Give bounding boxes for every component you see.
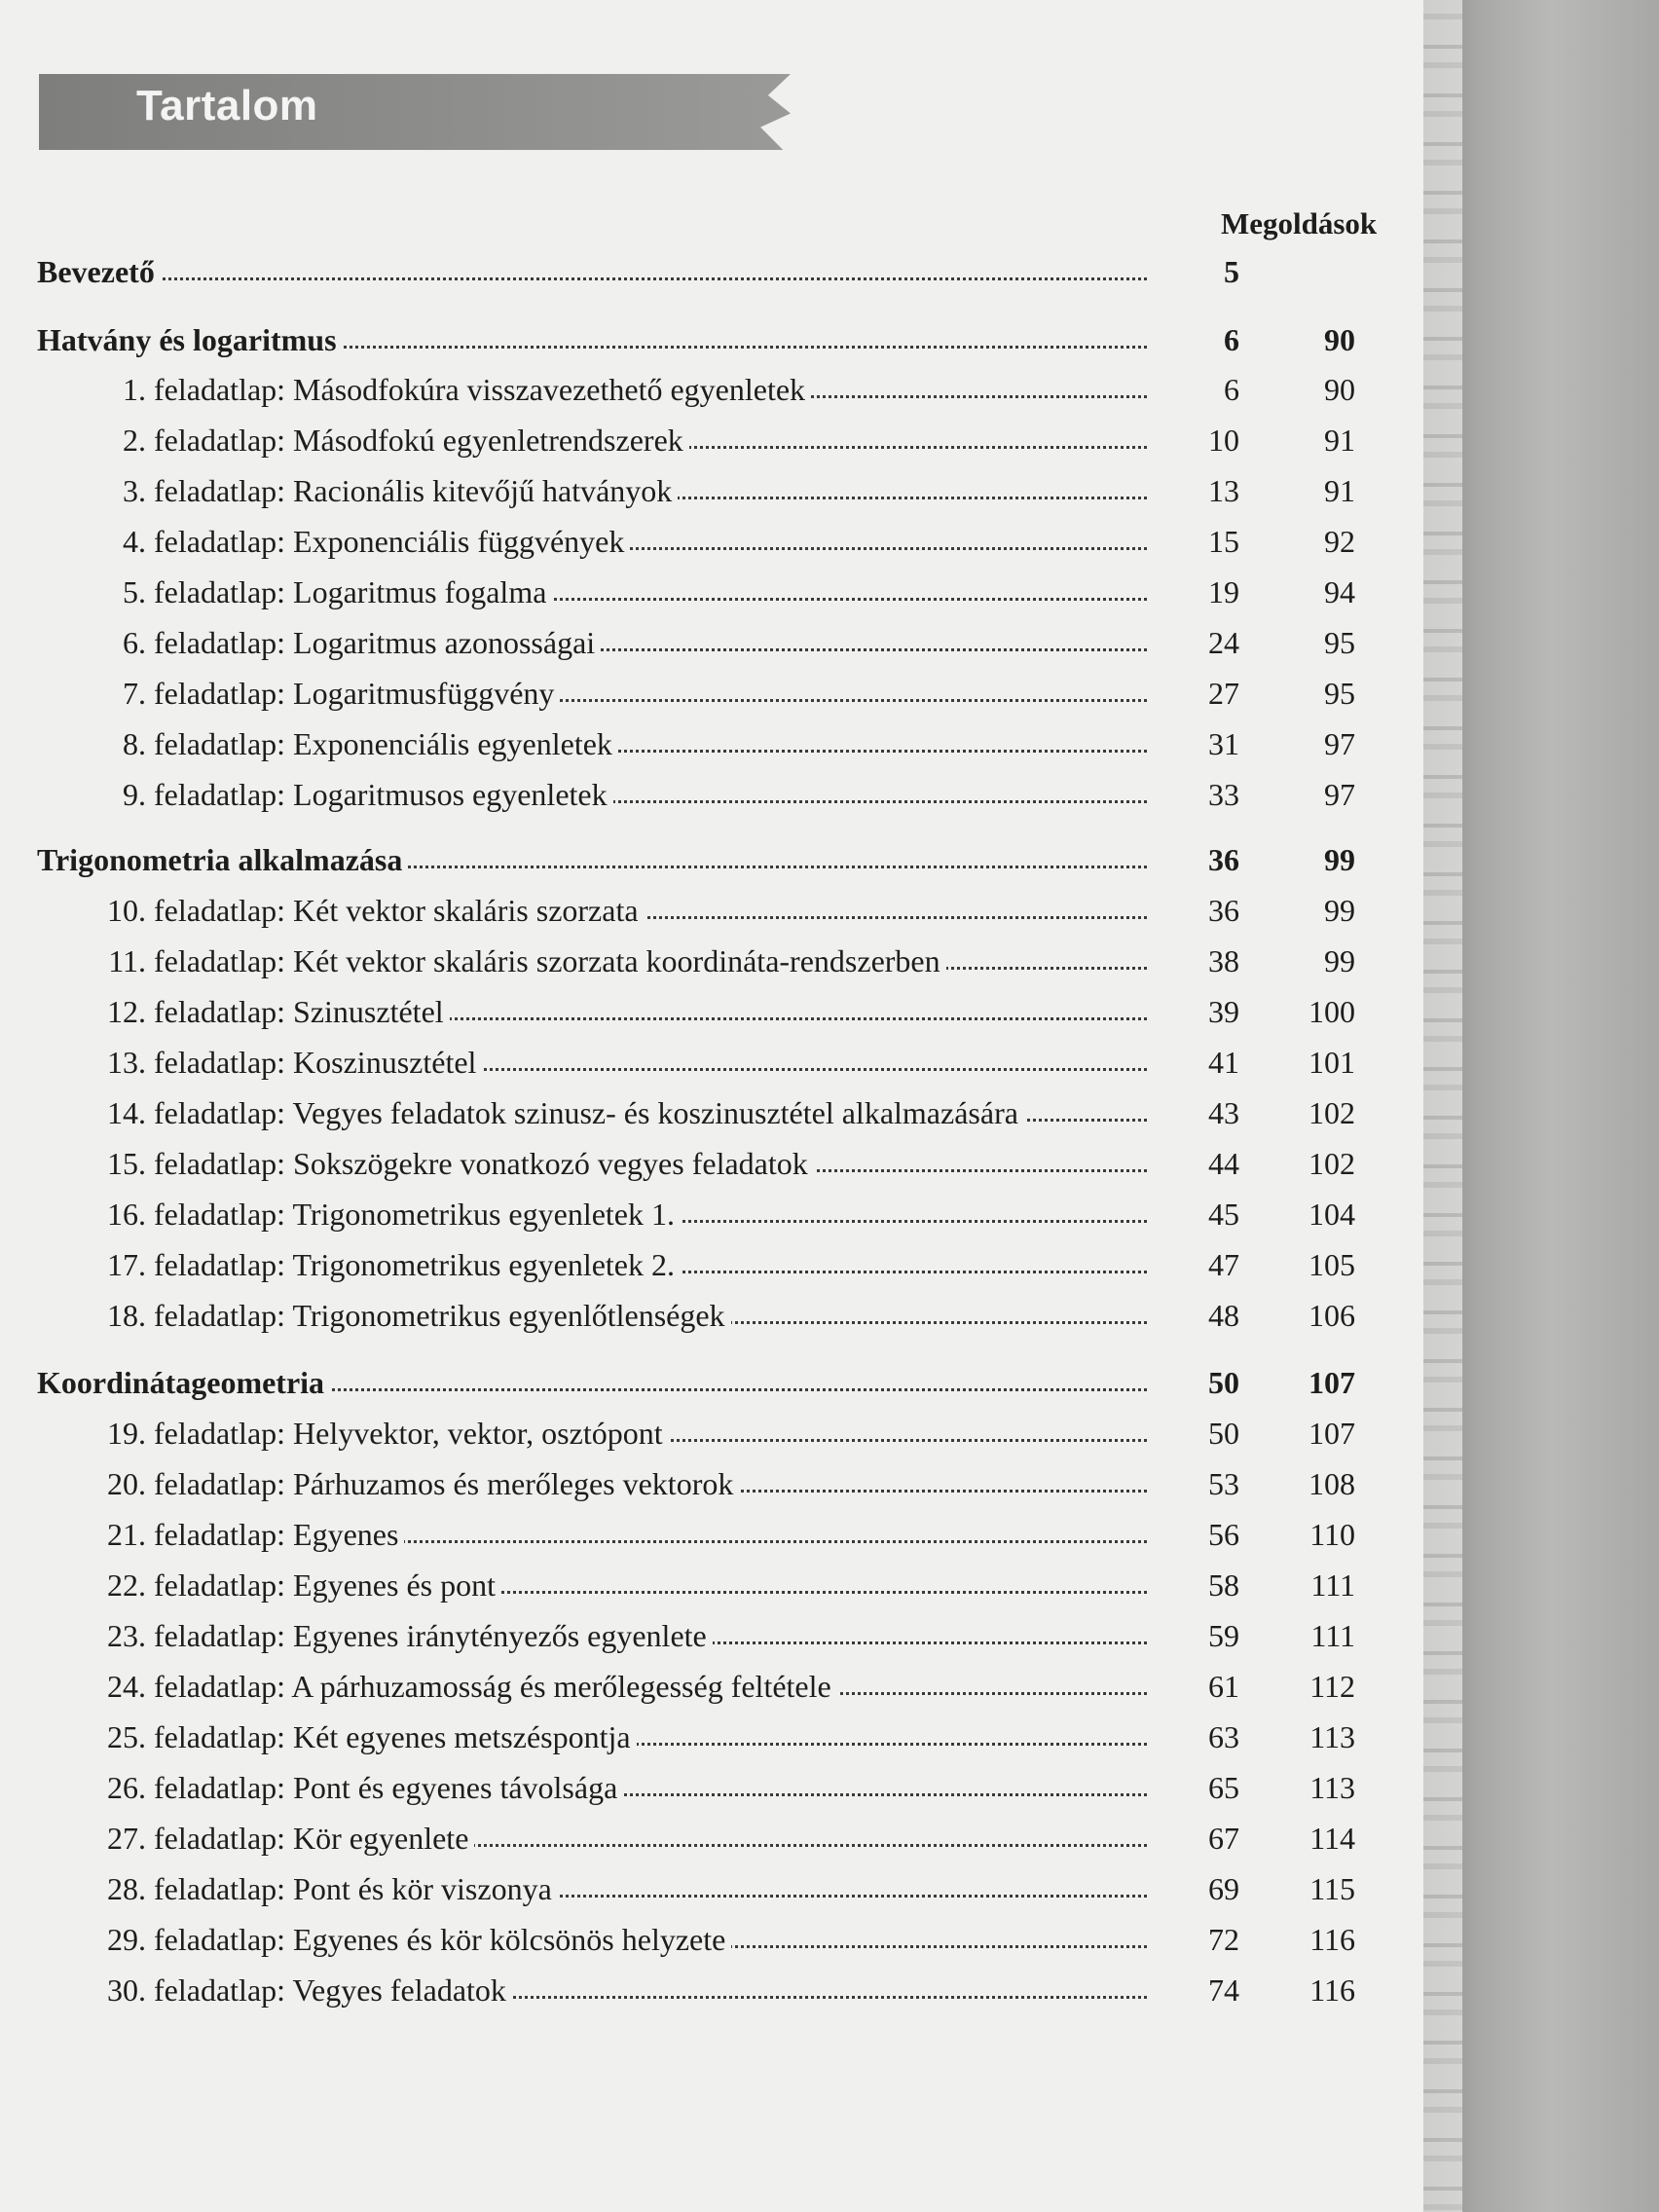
toc-section-row [0, 316, 1382, 363]
toc-item-row [0, 467, 1382, 514]
page-number: 36 [1149, 887, 1239, 934]
solution-page-number: 94 [1324, 574, 1355, 609]
item-title [92, 887, 645, 934]
toc-item-row [0, 771, 1382, 818]
solution-page-number: 107 [1309, 1416, 1355, 1451]
toc-item-row [0, 1140, 1382, 1187]
item-label: feladatlap: A párhuzamosság és merőlegesség feltétele [154, 1669, 831, 1704]
toc-item-row [0, 1410, 1382, 1456]
solution-page-number: 99 [1324, 943, 1355, 978]
item-label: feladatlap: Pont és kör viszonya [154, 1871, 552, 1906]
item-label: feladatlap: Szinusztétel [154, 994, 444, 1029]
solution-page-number: 102 [1309, 1146, 1355, 1181]
solution-page-number: 105 [1309, 1247, 1355, 1282]
solution-page-number: 113 [1309, 1719, 1355, 1754]
item-number: 24. [107, 1669, 146, 1704]
solution-page-number: 115 [1309, 1871, 1355, 1906]
item-title [92, 518, 630, 565]
toc-item-row [0, 1511, 1382, 1558]
solution-page-number: 97 [1324, 726, 1355, 761]
solution-page-number: 97 [1324, 777, 1355, 812]
toc-item-row [0, 1714, 1382, 1760]
page-number: 58 [1149, 1562, 1239, 1608]
solution-page-number: 91 [1324, 473, 1355, 508]
item-number: 5. [123, 574, 146, 609]
item-label: feladatlap: Vegyes feladatok [154, 1972, 506, 2008]
solution-page-number: 108 [1309, 1466, 1355, 1501]
item-label: feladatlap: Másodfokú egyenletrendszerek [154, 423, 683, 458]
item-label: feladatlap: Egyenes [154, 1517, 399, 1552]
item-title [92, 1967, 512, 2013]
item-label: feladatlap: Két vektor skaláris szorzata [154, 893, 639, 928]
section-title: Trigonometria alkalmazása [37, 836, 408, 883]
solution-page-number: 111 [1310, 1618, 1355, 1653]
toc-item-row [0, 417, 1382, 463]
item-label: feladatlap: Egyenes és kör kölcsönös helyzete [154, 1922, 726, 1957]
item-number: 3. [123, 473, 146, 508]
item-label: feladatlap: Exponenciális függvények [154, 524, 625, 559]
item-number: 18. [107, 1298, 146, 1333]
page-number: 5 [1149, 248, 1239, 295]
page-number: 36 [1149, 836, 1239, 883]
page-number: 6 [1149, 366, 1239, 413]
page-number: 74 [1149, 1967, 1239, 2013]
page-number: 43 [1149, 1089, 1239, 1136]
solution-page-number: 95 [1324, 676, 1355, 711]
page-number: 61 [1149, 1663, 1239, 1710]
solution-page-number: 104 [1309, 1197, 1355, 1232]
solution-page-number: 114 [1309, 1821, 1355, 1856]
item-number: 22. [107, 1567, 146, 1603]
toc-item-row [0, 619, 1382, 666]
toc-item-row [0, 366, 1382, 413]
item-title [92, 366, 811, 413]
toc-item-row [0, 1562, 1382, 1608]
item-title [92, 1241, 681, 1288]
page-number: 65 [1149, 1764, 1239, 1811]
item-number: 29. [107, 1922, 146, 1957]
item-label: feladatlap: Párhuzamos és merőleges vektorok [154, 1466, 734, 1501]
toc-item-row [0, 518, 1382, 565]
item-title [92, 771, 613, 818]
page-number: 6 [1149, 316, 1239, 363]
item-number: 8. [123, 726, 146, 761]
item-label: feladatlap: Vegyes feladatok szinusz- és koszinusztétel alkalmazására [154, 1095, 1018, 1130]
item-label: feladatlap: Kör egyenlete [154, 1821, 469, 1856]
solution-page-number: 90 [1324, 322, 1355, 357]
item-number: 23. [107, 1618, 146, 1653]
item-title [92, 1292, 731, 1339]
item-label: feladatlap: Egyenes iránytényezős egyenlete [154, 1618, 707, 1653]
toc-item-row [0, 938, 1382, 984]
solution-page-number: 99 [1324, 893, 1355, 928]
item-label: feladatlap: Helyvektor, vektor, osztópont [154, 1416, 663, 1451]
item-label: feladatlap: Logaritmus fogalma [154, 574, 547, 609]
toc-item-row [0, 1663, 1382, 1710]
item-label: feladatlap: Sokszögekre vonatkozó vegyes feladatok [154, 1146, 808, 1181]
page-number: 10 [1149, 417, 1239, 463]
dot-leader [39, 277, 1199, 280]
item-number: 30. [107, 1972, 146, 2008]
solution-page-number: 101 [1309, 1045, 1355, 1080]
solution-page-number: 116 [1309, 1972, 1355, 2008]
page-number: 47 [1149, 1241, 1239, 1288]
item-title [92, 1191, 681, 1237]
toc-item-row [0, 988, 1382, 1035]
item-number: 20. [107, 1466, 146, 1501]
page-number: 59 [1149, 1612, 1239, 1659]
item-number: 28. [107, 1871, 146, 1906]
page-number: 33 [1149, 771, 1239, 818]
item-number: 6. [123, 625, 146, 660]
solution-page-number: 107 [1309, 1365, 1355, 1400]
section-title: Hatvány és logaritmus [37, 316, 343, 363]
solution-page-number: 106 [1309, 1298, 1355, 1333]
item-label: feladatlap: Két vektor skaláris szorzata koordináta-rendszerben [154, 943, 940, 978]
item-label: feladatlap: Trigonometrikus egyenletek 2. [154, 1247, 675, 1282]
item-title [92, 1916, 731, 1963]
toc-item-row [0, 1815, 1382, 1862]
toc-section-row [0, 248, 1382, 295]
page-number: 41 [1149, 1039, 1239, 1086]
item-title [92, 569, 552, 615]
toc-item-row [0, 569, 1382, 615]
toc-item-row [0, 887, 1382, 934]
item-title [92, 988, 450, 1035]
solution-page-number: 102 [1309, 1095, 1355, 1130]
solution-page-number: 110 [1309, 1517, 1355, 1552]
solution-page-number: 95 [1324, 625, 1355, 660]
item-label: feladatlap: Logaritmusfüggvény [154, 676, 555, 711]
page-number: 67 [1149, 1815, 1239, 1862]
item-label: feladatlap: Koszinusztétel [154, 1045, 477, 1080]
solution-page-number: 113 [1309, 1770, 1355, 1805]
page-number: 50 [1149, 1410, 1239, 1456]
item-number: 13. [107, 1045, 146, 1080]
item-title [92, 1815, 474, 1862]
toc-item-row [0, 1764, 1382, 1811]
toc-item-row [0, 1916, 1382, 1963]
item-label: feladatlap: Pont és egyenes távolsága [154, 1770, 618, 1805]
item-number: 9. [123, 777, 146, 812]
toc-item-row [0, 1292, 1382, 1339]
item-number: 12. [107, 994, 146, 1029]
item-title [92, 938, 946, 984]
item-title [92, 1865, 558, 1912]
item-title [92, 720, 618, 767]
item-label: feladatlap: Trigonometrikus egyenletek 1. [154, 1197, 675, 1232]
solution-page-number: 116 [1309, 1922, 1355, 1957]
item-title [92, 417, 689, 463]
section-title: Koordinátageometria [37, 1359, 330, 1406]
toc-item-row [0, 1460, 1382, 1507]
page-number: 15 [1149, 518, 1239, 565]
item-title [92, 1562, 501, 1608]
page-number: 72 [1149, 1916, 1239, 1963]
solution-page-number: 99 [1324, 842, 1355, 877]
item-number: 17. [107, 1247, 146, 1282]
item-number: 4. [123, 524, 146, 559]
item-label: feladatlap: Két egyenes metszéspontja [154, 1719, 631, 1754]
toc-item-row [0, 1612, 1382, 1659]
page-number: 53 [1149, 1460, 1239, 1507]
solution-page-number: 90 [1324, 372, 1355, 407]
item-title [92, 1612, 713, 1659]
solution-page-number: 91 [1324, 423, 1355, 458]
item-title [92, 619, 601, 666]
page-number: 24 [1149, 619, 1239, 666]
item-title [92, 1764, 623, 1811]
solutions-column-header: Megoldások [1221, 206, 1378, 240]
item-title [92, 467, 678, 514]
item-title [92, 1089, 1024, 1136]
item-number: 16. [107, 1197, 146, 1232]
toc-item-row [0, 1089, 1382, 1136]
item-title [92, 1460, 739, 1507]
page-number: 45 [1149, 1191, 1239, 1237]
item-number: 26. [107, 1770, 146, 1805]
page-number: 38 [1149, 938, 1239, 984]
solution-page-number: 92 [1324, 524, 1355, 559]
item-title [92, 1039, 482, 1086]
item-title [92, 1140, 814, 1187]
item-label: feladatlap: Logaritmus azonosságai [154, 625, 596, 660]
item-label: feladatlap: Racionális kitevőjű hatványok [154, 473, 673, 508]
item-label: feladatlap: Másodfokúra visszavezethető egyenletek [154, 372, 806, 407]
toc-item-row [0, 670, 1382, 717]
toc-item-row [0, 1191, 1382, 1237]
item-title [92, 1410, 669, 1456]
item-number: 2. [123, 423, 146, 458]
item-number: 10. [107, 893, 146, 928]
page-number: 39 [1149, 988, 1239, 1035]
page-number: 50 [1149, 1359, 1239, 1406]
item-number: 1. [123, 372, 146, 407]
toc-item-row [0, 1039, 1382, 1086]
solution-page-number: 112 [1309, 1669, 1355, 1704]
item-title [92, 1714, 637, 1760]
page-number: 13 [1149, 467, 1239, 514]
page-number: 63 [1149, 1714, 1239, 1760]
item-label: feladatlap: Exponenciális egyenletek [154, 726, 612, 761]
item-title [92, 1511, 404, 1558]
item-label: feladatlap: Trigonometrikus egyenlőtlenségek [154, 1298, 725, 1333]
page-number: 56 [1149, 1511, 1239, 1558]
toc-item-row [0, 1967, 1382, 2013]
item-number: 19. [107, 1416, 146, 1451]
page-number: 48 [1149, 1292, 1239, 1339]
page-number: 19 [1149, 569, 1239, 615]
toc-section-row [0, 836, 1382, 883]
item-number: 7. [123, 676, 146, 711]
page-number: 31 [1149, 720, 1239, 767]
toc-item-row [0, 1865, 1382, 1912]
item-number: 15. [107, 1146, 146, 1181]
page-title: Tartalom [136, 82, 318, 129]
item-number: 14. [107, 1095, 146, 1130]
toc-section-row [0, 1359, 1382, 1406]
solution-page-number: 111 [1310, 1567, 1355, 1603]
item-title [92, 1663, 837, 1710]
item-number: 21. [107, 1517, 146, 1552]
item-number: 11. [108, 943, 146, 978]
item-label: feladatlap: Logaritmusos egyenletek [154, 777, 608, 812]
toc-item-row [0, 720, 1382, 767]
toc-item-row [0, 1241, 1382, 1288]
torn-edge-texture [1423, 0, 1462, 2212]
page-number: 27 [1149, 670, 1239, 717]
item-title [92, 670, 560, 717]
page-number: 69 [1149, 1865, 1239, 1912]
item-label: feladatlap: Egyenes és pont [154, 1567, 496, 1603]
section-title: Bevezető [37, 248, 161, 295]
item-number: 25. [107, 1719, 146, 1754]
solution-page-number: 100 [1309, 994, 1355, 1029]
item-number: 27. [107, 1821, 146, 1856]
page-number: 44 [1149, 1140, 1239, 1187]
